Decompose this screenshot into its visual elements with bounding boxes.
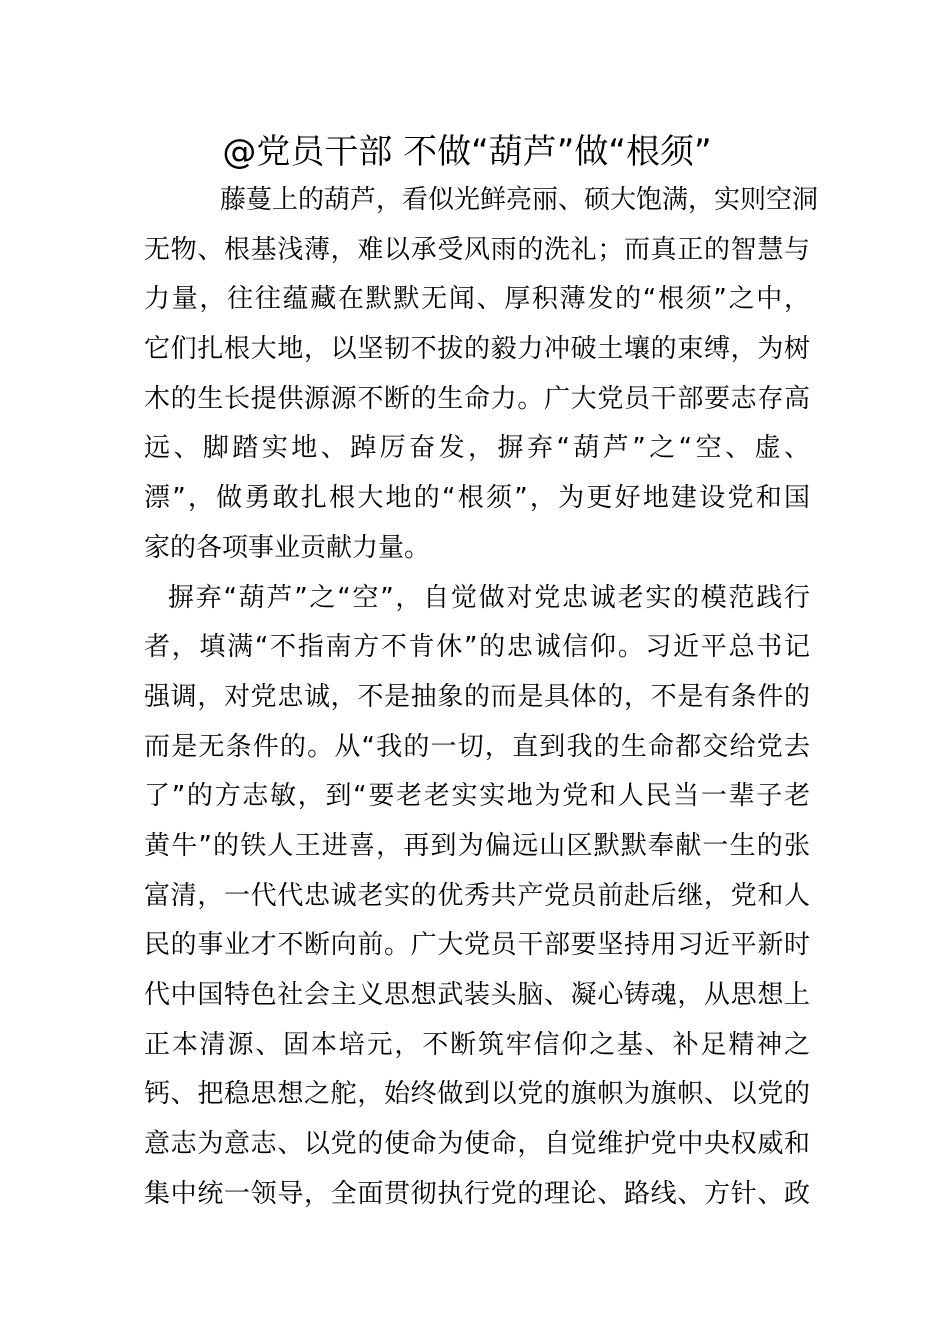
paragraph-1-line: 木的生长提供源源不断的生命力。广大党员干部要志存高 — [144, 383, 810, 414]
paragraph-1-line: 藤蔓上的葫芦，看似光鲜亮丽、硕大饱满，实则空洞 — [220, 185, 819, 215]
paragraph-2-line: 集中统一领导，全面贯彻执行党的理论、路线、方针、政 — [144, 1178, 810, 1209]
paragraph-2-line: 富清，一代代忠诚老实的优秀共产党员前赴后继，党和人 — [144, 880, 810, 911]
paragraph-1 — [144, 176, 819, 574]
paragraph-2-line: 强调，对党忠诚，不是抽象的而是具体的，不是有条件的 — [144, 681, 810, 712]
paragraph-1-line: 力量，往往蕴藏在默默无闻、厚积薄发的“根须”之中， — [144, 284, 810, 315]
paragraph-2-line: 摒弃“葫芦”之“空”，自觉做对党忠诚老实的模范践行 — [168, 582, 810, 613]
paragraph-2-line: 钙、把稳思想之舵，始终做到以党的旗帜为旗帜、以党的 — [144, 1079, 810, 1110]
paragraph-2 — [144, 574, 810, 1220]
document-title — [0, 128, 950, 176]
paragraph-2-line: 正本清源、固本培元，不断筑牢信仰之基、补足精神之 — [144, 1029, 810, 1060]
paragraph-2-line: 代中国特色社会主义思想武装头脑、凝心铸魂，从思想上 — [144, 980, 810, 1010]
paragraph-1-line: 远、脚踏实地、踔厉奋发，摒弃“葫芦”之“空、虚、 — [144, 433, 810, 464]
paragraph-2-line: 意志为意志、以党的使命为使命，自觉维护党中央权威和 — [144, 1129, 810, 1160]
title-text: @党员干部 不做“葫芦”做“根须” — [222, 132, 712, 172]
paragraph-1-line: 家的各项事业贡献力量。 — [144, 532, 431, 563]
document-body — [144, 176, 819, 1219]
paragraph-2-line: 黄牛”的铁人王进喜，再到为偏远山区默默奉献一生的张 — [144, 830, 810, 861]
paragraph-2-line: 了”的方志敏，到“要老老实实地为党和人民当一辈子老 — [144, 781, 810, 812]
paragraph-2-line: 者，填满“不指南方不肯休”的忠诚信仰。习近平总书记 — [144, 632, 810, 663]
paragraph-2-line: 民的事业才不断向前。广大党员干部要坚持用习近平新时 — [144, 930, 810, 961]
paragraph-1-line: 它们扎根大地，以坚韧不拔的毅力冲破土壤的束缚，为树 — [144, 334, 810, 365]
paragraph-1-line: 无物、根基浅薄，难以承受风雨的洗礼；而真正的智慧与 — [144, 234, 810, 265]
paragraph-2-line: 而是无条件的。从“我的一切，直到我的生命都交给党去 — [144, 731, 810, 762]
paragraph-1-line: 漂”，做勇敢扎根大地的“根须”，为更好地建设党和国 — [144, 483, 810, 514]
